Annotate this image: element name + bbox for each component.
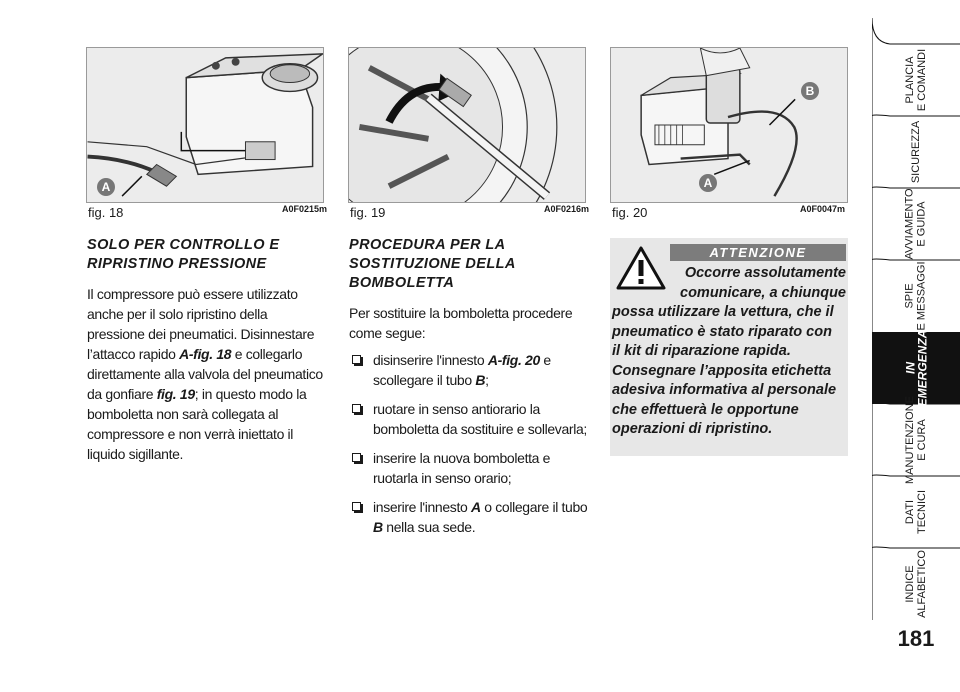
part-reference: B — [475, 372, 486, 388]
sidebar-tab-manutenzione[interactable]: MANUTENZIONE E CURA — [904, 396, 928, 484]
part-reference: A — [470, 499, 481, 515]
figure-19 — [348, 47, 586, 203]
warning-box — [610, 238, 848, 456]
figure-20 — [610, 47, 848, 203]
part-reference: B — [373, 519, 383, 535]
warning-text-intro: Occorre assolutamente comunicare, a chiunque — [680, 265, 846, 301]
sidebar-tab-spie[interactable]: SPIE E MESSAGGI — [903, 261, 928, 331]
page-number: 181 — [897, 626, 935, 651]
sidebar-tab-plancia[interactable]: PLANCIA E COMANDI — [904, 48, 928, 112]
callout-a: A — [699, 174, 717, 192]
section-body-pressure-check — [87, 284, 325, 464]
callout-a: A — [97, 178, 115, 196]
figure-18-caption: fig. 18 — [88, 205, 124, 220]
section-intro: Per sostituire la bomboletta procedere come segue: — [349, 305, 573, 341]
section-heading-pressure-check: SOLO PER CONTROLLO E RIPRISTINO PRESSIONE — [87, 237, 280, 272]
list-item: inserire l'innesto A o collegare il tubo B nella sua sede. — [349, 497, 589, 537]
figure-18-code: A0F0215m — [282, 204, 328, 214]
figure-20-caption: fig. 20 — [612, 205, 648, 220]
figure-reference: fig. 19 — [156, 386, 195, 402]
warning-text-body: possa utilizzare la vettura, che il pneumatico è stato riparato con il kit di riparazione rapida. Consegnare l’apposita etichetta adesiva informativa al personale che effettuerà le opportune operazioni di ripristino. — [612, 304, 837, 437]
sidebar-tab-sicurezza[interactable]: SICUREZZA — [910, 120, 922, 184]
list-item: inserire la nuova bomboletta e ruotarla in senso orario; — [349, 448, 589, 488]
procedure-list — [349, 350, 589, 546]
sidebar-tab-dati[interactable]: DATI TECNICI — [904, 490, 928, 534]
wheel-valve-illustration — [349, 48, 585, 202]
body-text: Il compressore può essere utilizzato anche per il solo ripristino della pressione dei pneumatici. Disinnestare l’attacco rapido — [87, 286, 315, 362]
sidebar-tab-emergenza[interactable]: IN EMERGENZA — [872, 332, 960, 404]
figure-reference: A-fig. 18 — [179, 346, 232, 362]
figure-18 — [86, 47, 324, 203]
callout-b: B — [801, 82, 819, 100]
list-item: ruotare in senso antiorario la bomboletta da sostituire e sollevarla; — [349, 399, 589, 439]
figure-19-code: A0F0216m — [544, 204, 590, 214]
list-item: disinserire l'innesto A-fig. 20 e scollegare il tubo B; — [349, 350, 589, 390]
sidebar-tab-avviamento[interactable]: AVVIAMENTO E GUIDA — [903, 188, 928, 260]
section-heading-cartridge-replacement: PROCEDURA PER LA SOSTITUZIONE DELLA BOMBOLETTA — [349, 237, 516, 291]
warning-label: ATTENZIONE — [670, 244, 846, 261]
body-text: e collegarlo direttamente alla valvola del pneumatico da gonfiare — [87, 346, 323, 402]
figure-19-caption: fig. 19 — [350, 205, 386, 220]
cartridge-replacement-illustration — [611, 48, 847, 202]
warning-triangle-icon — [616, 246, 666, 290]
figure-20-code: A0F0047m — [800, 204, 846, 214]
body-text: ; in questo modo la bomboletta non sarà collegata al compressore e non verrà iniettato il liquido sigillante. — [87, 386, 307, 462]
sidebar-tab-indice[interactable]: INDICE ALFABETICO — [903, 550, 928, 618]
compressor-illustration — [87, 48, 323, 202]
figure-reference: A-fig. 20 — [487, 352, 540, 368]
